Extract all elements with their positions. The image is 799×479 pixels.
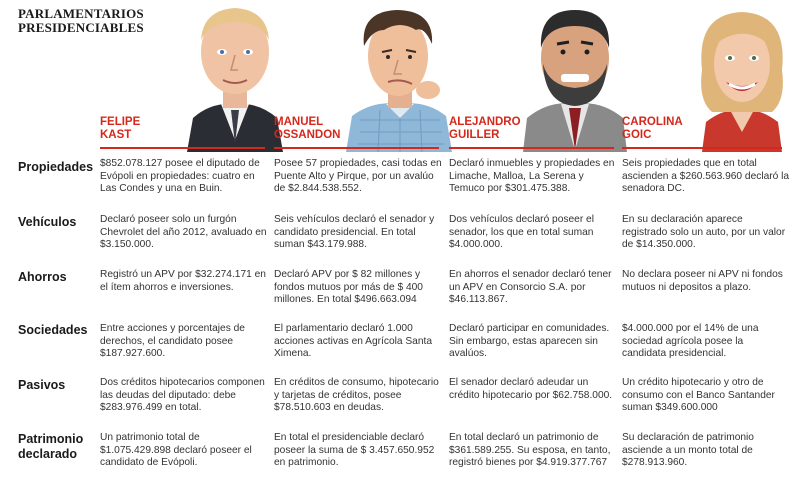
candidate-first-name: MANUEL [274,116,324,128]
cell-ahorros-kast: Registró un APV por $32.274.171 en el ítem ahorros e inversiones. [100,269,266,293]
column-divider-rule [622,147,782,149]
row-label-line-2: declarado [18,447,78,461]
row-label-patrimonio-declarado [18,432,98,462]
cell-ahorros-goic: No declara poseer ni APV ni fondos mutuos ni depositos a plazo. [622,269,783,293]
cell-sociedades-kast: Entre acciones y porcentajes de derechos, el candidato posee $187.927.600. [100,323,245,360]
candidate-name-manuel-ossandon [274,116,434,141]
candidate-last-name: OSSANDON [274,128,341,141]
cell-pasivos-ossandon: En créditos de consumo, hipotecario y tarjetas de créditos, posee $78.510.603 en deudas. [274,377,439,414]
cell-sociedades-guiller: Declaró participar en comunidades. Sin embargo, estas aparecen sin avalúos. [449,323,610,360]
cell-sociedades-goic: $4.000.000 por el 14% de una sociedad agrícola posee la candidata presidencial. [622,323,759,360]
candidate-name-alejandro-guiller [449,116,609,141]
candidate-last-name: GOIC [622,128,652,141]
column-divider-rule [449,147,614,149]
cell-vehiculos-kast: Declaró poseer solo un furgón Chevrolet del año 2012, avaluado en $3.150.000. [100,214,267,251]
column-divider-rule [100,147,265,149]
candidate-last-name: GUILLER [449,128,500,141]
cell-vehiculos-guiller: Dos vehículos declaró poseer el senador, los que en total suman $4.000.000. [449,214,594,251]
title-line-2: PRESIDENCIABLES [18,20,144,35]
cell-pasivos-goic: Un crédito hipotecario y otro de consumo con el Banco Santander suman $349.600.000 [622,377,775,414]
candidate-first-name: ALEJANDRO [449,116,521,128]
cell-sociedades-ossandon: El parlamentario declaró 1.000 acciones activas en Agrícola Santa Ximena. [274,323,433,360]
cell-vehiculos-goic: En su declaración aparece registrado solo un auto, por un valor de $14.350.000. [622,214,786,251]
cell-ahorros-guiller: En ahorros el senador declaró tener un APV en Consorcio S.A. por $46.113.867. [449,269,612,306]
infographic-title [18,7,168,35]
cell-propiedades-kast: $852.078.127 posee el diputado de Evópoli en propiedades: cuatro en Las Condes y una en Buin. [100,158,260,195]
cell-patrimonio-kast: Un patrimonio total de $1.075.429.898 declaró poseer el candidato de Evópoli. [100,432,252,469]
cell-vehiculos-ossandon: Seis vehículos declaró el senador y candidato presidencial. En total suman $43.179.988. [274,214,435,251]
cell-propiedades-guiller: Declaró inmuebles y propiedades en Limache, Malloa, La Serena y Temuco por $301.475.388. [449,158,615,195]
cell-pasivos-kast: Dos créditos hipotecarios componen las deudas del diputado: debe $283.976.499 en total. [100,377,265,414]
row-label-line-1: Patrimonio [18,432,84,446]
cell-propiedades-ossandon: Posee 57 propiedades, casi todas en Puente Alto y Pirque, por un avalúo de $2.844.538.552. [274,158,442,195]
candidate-first-name: FELIPE [100,116,141,128]
row-label-propiedades: Propiedades [18,160,94,174]
cell-pasivos-guiller: El senador declaró adeudar un crédito hipotecario por $62.758.000. [449,377,613,401]
title-line-1: PARLAMENTARIOS [18,6,144,21]
cell-patrimonio-guiller: En total declaró un patrimonio de $361.589.255. Su esposa, en tanto, registró bienes por $4.919.377.767 [449,432,611,469]
row-label-pasivos: Pasivos [18,378,66,392]
row-label-vehiculos: Vehículos [18,215,77,229]
row-label-ahorros: Ahorros [18,270,67,284]
candidate-name-carolina-goic [622,116,782,141]
candidate-first-name: CAROLINA [622,116,683,128]
cell-patrimonio-ossandon: En total el presidenciable declaró poseer la suma de $ 3.457.650.952 en patrimonio. [274,432,435,469]
column-divider-rule [274,147,439,149]
cell-propiedades-goic: Seis propiedades que en total ascienden a $260.563.960 declaró la senadora DC. [622,158,790,195]
row-label-sociedades: Sociedades [18,323,88,337]
candidate-name-felipe-kast [100,116,260,141]
cell-patrimonio-goic: Su declaración de patrimonio asciende a un monto total de $278.913.960. [622,432,754,469]
candidate-last-name: KAST [100,128,132,141]
cell-ahorros-ossandon: Declaró APV por $ 82 millones y fondos mutuos por más de $ 400 millones. En total $496.663.094 [274,269,423,306]
